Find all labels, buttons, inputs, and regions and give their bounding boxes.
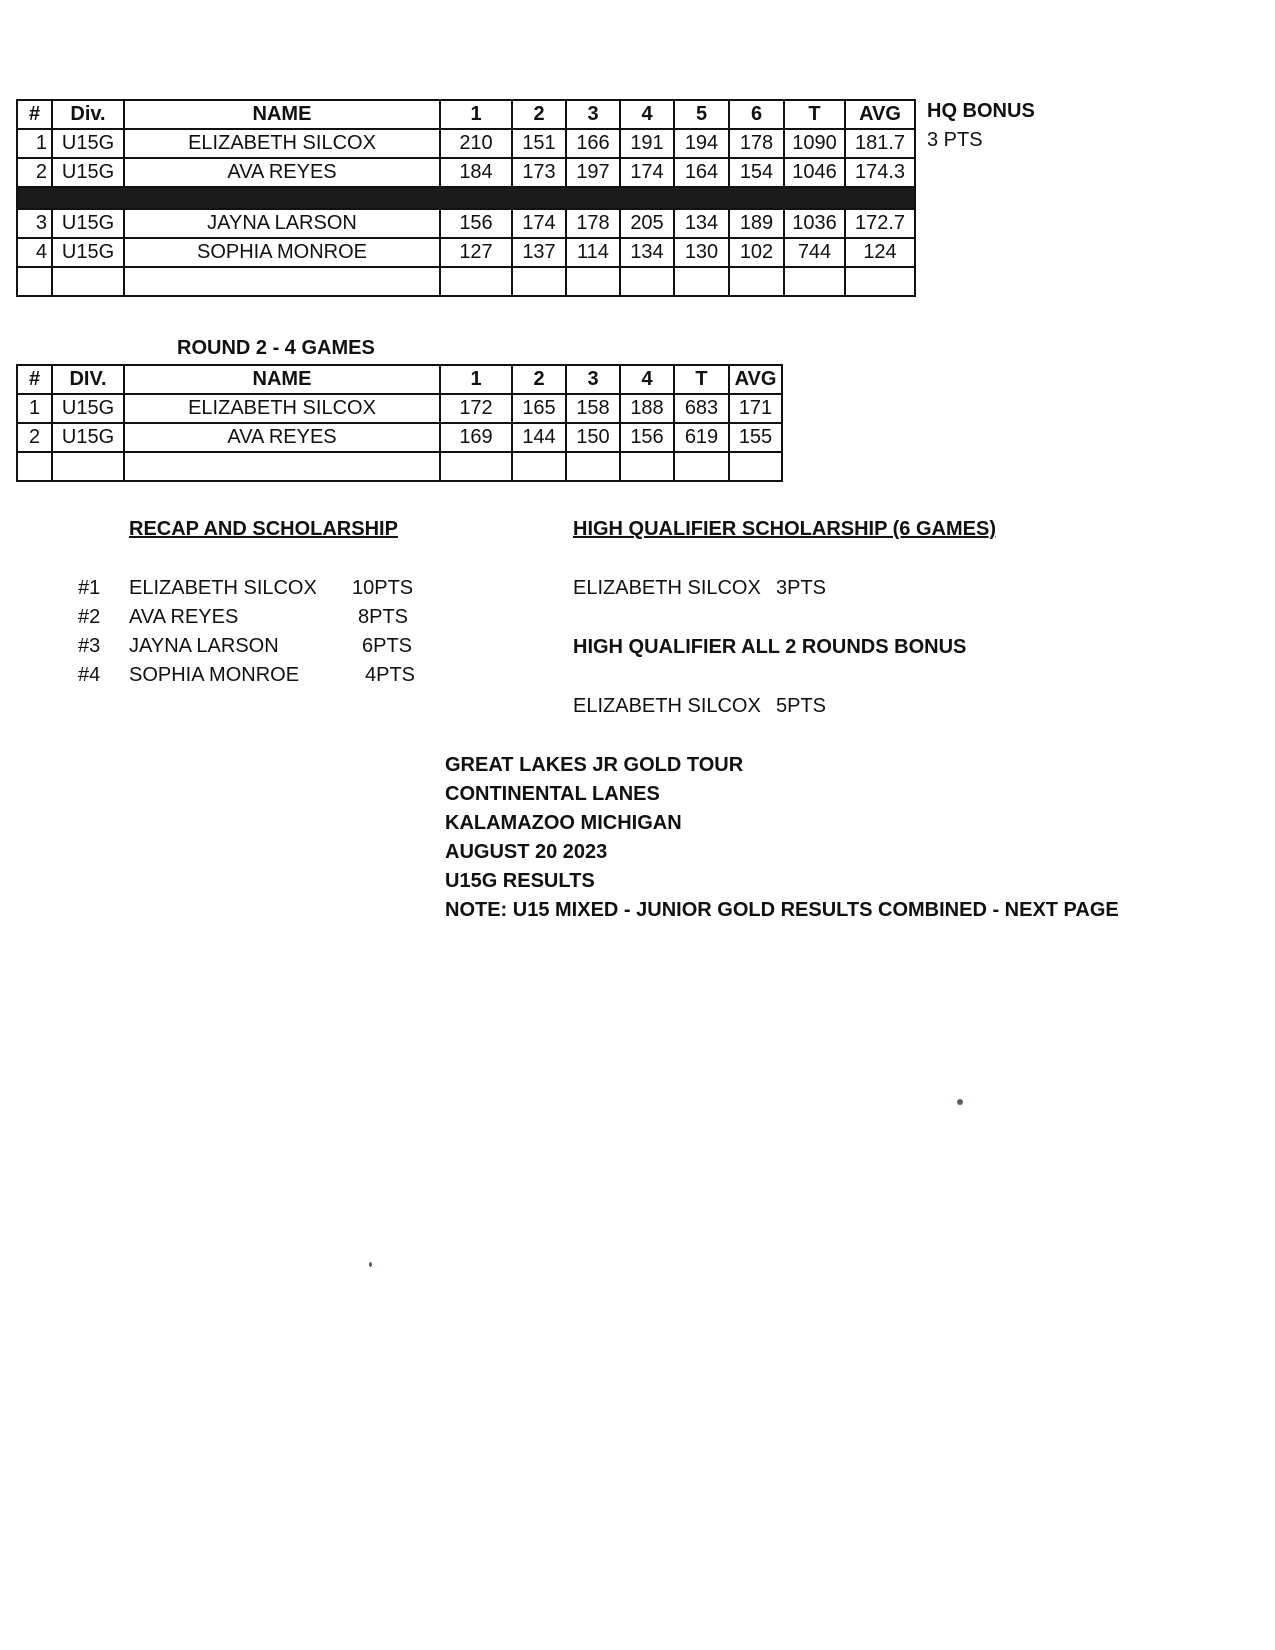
event-note: NOTE: U15 MIXED - JUNIOR GOLD RESULTS COMBINED - NEXT PAGE (445, 899, 1119, 921)
cut-line-separator (17, 187, 915, 209)
avg-cell: 181.7 (845, 129, 915, 158)
event-tour: GREAT LAKES JR GOLD TOUR (445, 754, 744, 776)
header-game-1: 1 (440, 100, 512, 129)
div-cell: U15G (52, 129, 124, 158)
recap-place: #2 (78, 606, 101, 628)
header-game-3: 3 (566, 365, 620, 394)
game-cell: 169 (440, 423, 512, 452)
table-row (17, 158, 915, 187)
hq-bonus-value: 3 PTS (927, 129, 983, 151)
header-name: NAME (124, 365, 440, 394)
rank-cell: 2 (17, 158, 52, 187)
div-cell: U15G (52, 394, 124, 423)
game-cell: 191 (620, 129, 674, 158)
hq-all-rounds-title: HIGH QUALIFIER ALL 2 ROUNDS BONUS (573, 636, 967, 658)
name-cell: ELIZABETH SILCOX (124, 394, 440, 423)
game-cell: 151 (512, 129, 566, 158)
cut-line-bar (17, 187, 915, 209)
recap-title: RECAP AND SCHOLARSHIP (129, 518, 398, 540)
event-location: KALAMAZOO MICHIGAN (445, 812, 682, 834)
scan-speck (957, 1099, 963, 1105)
header-game-5: 5 (674, 100, 729, 129)
table-row (17, 129, 915, 158)
name-cell: AVA REYES (124, 423, 440, 452)
game-cell: 114 (566, 238, 620, 267)
header-rank: # (17, 100, 52, 129)
header-game-2: 2 (512, 100, 566, 129)
header-game-4: 4 (620, 100, 674, 129)
recap-points: 10PTS (352, 577, 414, 599)
hq-all-rounds-points: 5PTS (776, 695, 827, 717)
game-cell: 150 (566, 423, 620, 452)
game-cell: 197 (566, 158, 620, 187)
table-row (17, 394, 782, 423)
round1-header-row (17, 100, 915, 129)
game-cell: 178 (729, 129, 784, 158)
game-cell: 137 (512, 238, 566, 267)
recap-points: 8PTS (358, 606, 409, 628)
avg-cell: 172.7 (845, 209, 915, 238)
header-total: T (784, 100, 845, 129)
avg-cell: 174.3 (845, 158, 915, 187)
game-cell: 178 (566, 209, 620, 238)
hq-scholarship-points: 3PTS (776, 577, 827, 599)
header-game-3: 3 (566, 100, 620, 129)
hq-scholarship-name: ELIZABETH SILCOX (573, 577, 761, 599)
game-cell: 164 (674, 158, 729, 187)
game-cell: 174 (620, 158, 674, 187)
total-cell: 619 (674, 423, 729, 452)
recap-name: ELIZABETH SILCOX (129, 577, 317, 599)
table-row (17, 423, 782, 452)
div-cell: U15G (52, 209, 124, 238)
header-game-4: 4 (620, 365, 674, 394)
recap-place: #1 (78, 577, 101, 599)
recap-name: AVA REYES (129, 606, 239, 628)
scan-speck (369, 1262, 372, 1267)
recap-points: 6PTS (362, 635, 413, 657)
rank-cell: 1 (17, 394, 52, 423)
avg-cell: 155 (729, 423, 782, 452)
rank-cell: 3 (17, 209, 52, 238)
rank-cell: 2 (17, 423, 52, 452)
header-total: T (674, 365, 729, 394)
header-game-1: 1 (440, 365, 512, 394)
game-cell: 210 (440, 129, 512, 158)
recap-place: #3 (78, 635, 101, 657)
game-cell: 172 (440, 394, 512, 423)
header-div: DIV. (52, 365, 124, 394)
game-cell: 184 (440, 158, 512, 187)
game-cell: 156 (440, 209, 512, 238)
game-cell: 174 (512, 209, 566, 238)
round1-table (16, 99, 916, 297)
header-avg: AVG (845, 100, 915, 129)
rank-cell: 4 (17, 238, 52, 267)
total-cell: 683 (674, 394, 729, 423)
header-div: Div. (52, 100, 124, 129)
game-cell: 102 (729, 238, 784, 267)
header-game-6: 6 (729, 100, 784, 129)
game-cell: 158 (566, 394, 620, 423)
rank-cell: 1 (17, 129, 52, 158)
header-rank: # (17, 365, 52, 394)
name-cell: JAYNA LARSON (124, 209, 440, 238)
recap-points: 4PTS (365, 664, 416, 686)
event-division-results: U15G RESULTS (445, 870, 595, 892)
game-cell: 189 (729, 209, 784, 238)
game-cell: 194 (674, 129, 729, 158)
header-name: NAME (124, 100, 440, 129)
round2-header-row (17, 365, 782, 394)
name-cell: SOPHIA MONROE (124, 238, 440, 267)
avg-cell: 124 (845, 238, 915, 267)
game-cell: 173 (512, 158, 566, 187)
event-date: AUGUST 20 2023 (445, 841, 608, 863)
total-cell: 1090 (784, 129, 845, 158)
game-cell: 144 (512, 423, 566, 452)
total-cell: 744 (784, 238, 845, 267)
game-cell: 134 (620, 238, 674, 267)
name-cell: AVA REYES (124, 158, 440, 187)
table-row (17, 209, 915, 238)
game-cell: 156 (620, 423, 674, 452)
total-cell: 1046 (784, 158, 845, 187)
div-cell: U15G (52, 158, 124, 187)
hq-all-rounds-name: ELIZABETH SILCOX (573, 695, 761, 717)
game-cell: 165 (512, 394, 566, 423)
recap-name: JAYNA LARSON (129, 635, 279, 657)
game-cell: 127 (440, 238, 512, 267)
hq-scholarship-title: HIGH QUALIFIER SCHOLARSHIP (6 GAMES) (573, 518, 996, 540)
recap-place: #4 (78, 664, 101, 686)
recap-name: SOPHIA MONROE (129, 664, 300, 686)
game-cell: 130 (674, 238, 729, 267)
div-cell: U15G (52, 423, 124, 452)
avg-cell: 171 (729, 394, 782, 423)
div-cell: U15G (52, 238, 124, 267)
empty-row (17, 267, 915, 296)
round2-table (16, 364, 783, 482)
table-row (17, 238, 915, 267)
empty-row (17, 452, 782, 481)
game-cell: 154 (729, 158, 784, 187)
hq-bonus-header: HQ BONUS (927, 100, 1035, 122)
event-venue: CONTINENTAL LANES (445, 783, 660, 805)
total-cell: 1036 (784, 209, 845, 238)
game-cell: 134 (674, 209, 729, 238)
name-cell: ELIZABETH SILCOX (124, 129, 440, 158)
header-game-2: 2 (512, 365, 566, 394)
header-avg: AVG (729, 365, 782, 394)
round2-title: ROUND 2 - 4 GAMES (177, 337, 375, 359)
game-cell: 205 (620, 209, 674, 238)
game-cell: 188 (620, 394, 674, 423)
game-cell: 166 (566, 129, 620, 158)
